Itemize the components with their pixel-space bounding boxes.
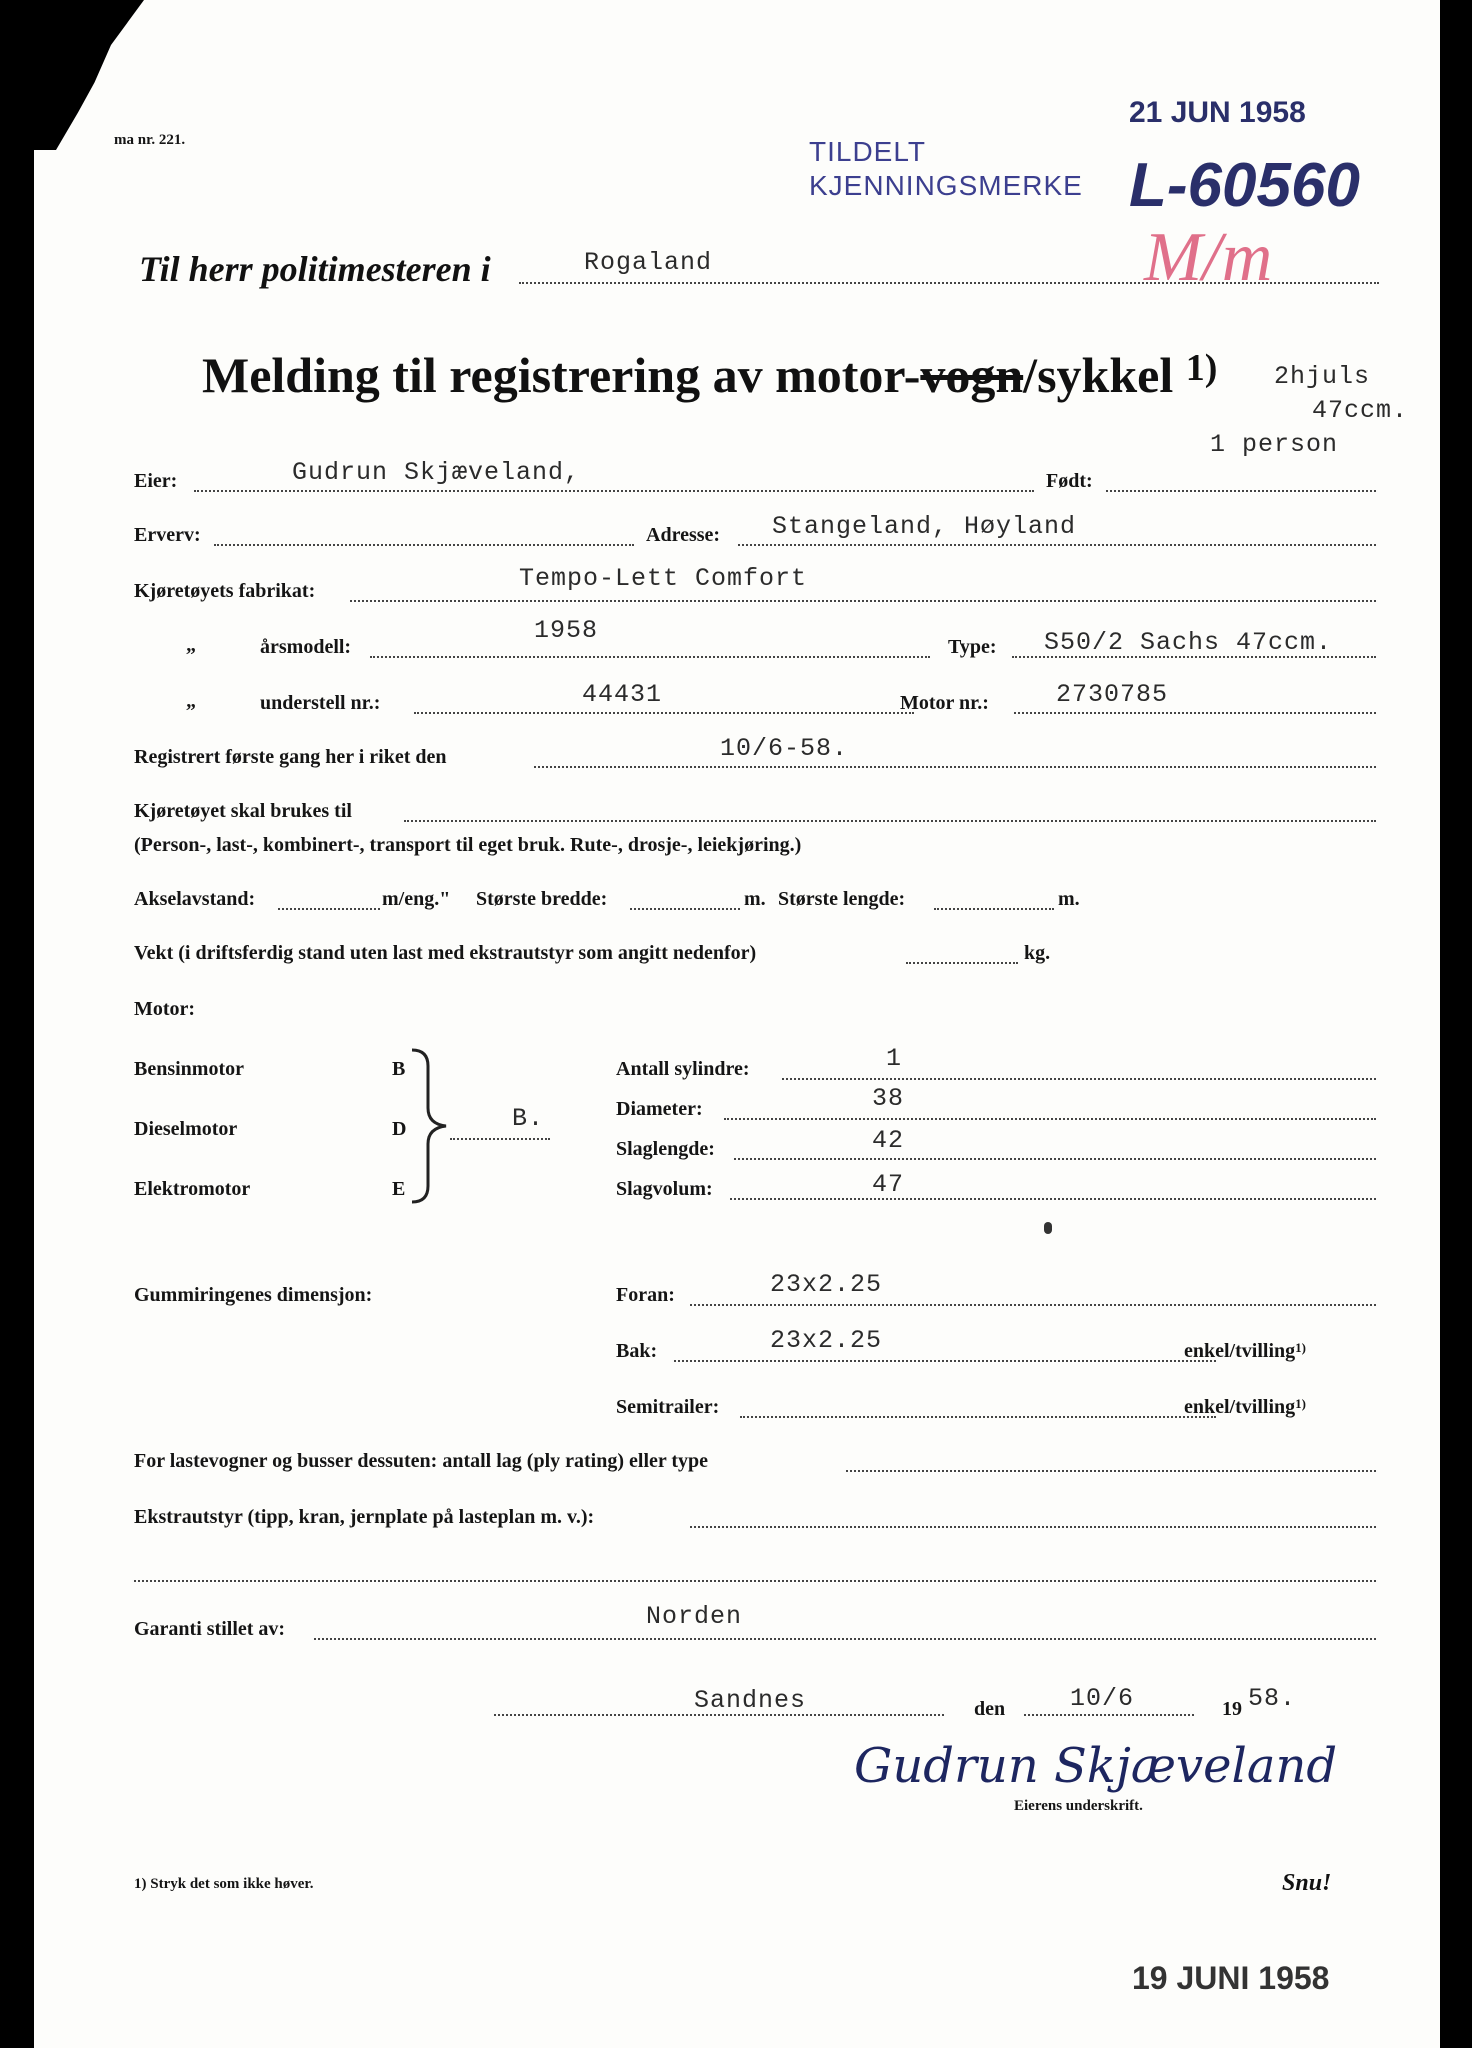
lengde-label: Største lengde: <box>778 888 906 910</box>
semi-footnote-mark: 1) <box>1295 1396 1306 1411</box>
title-tail: /sykkel <box>1023 347 1174 403</box>
ekstra-line <box>690 1526 1376 1528</box>
adresse-line <box>738 544 1376 546</box>
brukes-note: (Person-, last-, kombinert-, transport til eget bruk. Rute-, drosje-, leiekjøring.) <box>134 834 802 856</box>
owner-signature: Gudrun Skjæveland <box>854 1738 1338 1794</box>
motor-type-diesel: Dieselmotor <box>134 1118 238 1140</box>
side-note-1: 2hjuls <box>1274 362 1371 391</box>
spec-slagvolum-line <box>730 1198 1376 1200</box>
eier-label: Eier: <box>134 470 178 492</box>
year-prefix: 19 <box>1222 1698 1242 1720</box>
eier-line <box>194 490 1034 492</box>
spec-slaglengde-label: Slaglengde: <box>616 1138 715 1160</box>
motor-brace <box>406 1046 466 1206</box>
motor-type-bensin: Bensinmotor <box>134 1058 244 1080</box>
form-title <box>202 346 1217 404</box>
lengde-line <box>934 908 1054 910</box>
side-note-2: 47ccm. <box>1312 396 1409 425</box>
garanti-label: Garanti stillet av: <box>134 1618 286 1640</box>
fodt-label: Født: <box>1046 470 1093 492</box>
registrert-value: 10/6-58. <box>720 734 849 763</box>
assigned-stamp-line2: KJENNINGSMERKE <box>809 170 1083 201</box>
arsmodell-label: årsmodell: <box>260 636 352 658</box>
footnote: 1) Stryk det som ikke høver. <box>134 1876 314 1892</box>
signature-caption: Eierens underskrift. <box>1014 1798 1143 1814</box>
spec-diameter-label: Diameter: <box>616 1098 703 1120</box>
bak-suffix-text: enkel/tvilling <box>1184 1340 1296 1362</box>
erverv-label: Erverv: <box>134 524 201 546</box>
lengde-unit: m. <box>1058 888 1080 910</box>
spec-slagvolum-label: Slagvolum: <box>616 1178 713 1200</box>
erverv-line <box>214 544 634 546</box>
foran-value: 23x2.25 <box>770 1270 883 1299</box>
adresse-label: Adresse: <box>646 524 721 546</box>
ply-line <box>846 1470 1376 1472</box>
motor-nr-label: Motor nr.: <box>900 692 989 714</box>
signature-date: 10/6 <box>1070 1684 1135 1713</box>
den-label: den <box>974 1698 1006 1720</box>
year-suffix: 58. <box>1248 1684 1297 1713</box>
ekstra-label: Ekstrautstyr (tipp, kran, jernplate på lasteplan m. v.): <box>134 1506 595 1528</box>
foran-line <box>690 1304 1376 1306</box>
vekt-unit: kg. <box>1024 942 1051 964</box>
arsmodell-value: 1958 <box>534 616 599 645</box>
ditto-mark: „ <box>186 634 196 656</box>
brukes-label: Kjøretøyet skal brukes til <box>134 800 352 822</box>
aksel-unit: m/eng." <box>382 888 451 910</box>
eier-value: Gudrun Skjæveland, <box>292 458 581 487</box>
bak-suffix <box>1184 1340 1306 1363</box>
foran-label: Foran: <box>616 1284 675 1306</box>
signature-place: Sandnes <box>694 1686 807 1715</box>
understell-line <box>414 712 914 714</box>
bredde-line <box>630 908 740 910</box>
motor-code-e: E <box>392 1178 406 1200</box>
ekstra-line-2 <box>134 1580 1376 1582</box>
brukes-line <box>404 820 1376 822</box>
bak-footnote-mark: 1) <box>1295 1340 1306 1355</box>
understell-label: understell nr.: <box>260 692 381 714</box>
garanti-line <box>314 1638 1376 1640</box>
ply-label: For lastevogner og busser dessuten: antall lag (ply rating) eller type <box>134 1450 709 1472</box>
motor-code-b: B <box>392 1058 406 1080</box>
initials-mark: M/m <box>1144 219 1273 296</box>
spec-slaglengde-line <box>734 1158 1376 1160</box>
bak-value: 23x2.25 <box>770 1326 883 1355</box>
addressee-value: Rogaland <box>584 248 713 277</box>
motor-selected-line <box>450 1138 550 1140</box>
tires-heading: Gummiringenes dimensjon: <box>134 1284 373 1306</box>
date-line <box>1024 1714 1194 1716</box>
spec-diameter-line <box>724 1118 1376 1120</box>
understell-value: 44431 <box>582 680 663 709</box>
vekt-label: Vekt (i driftsferdig stand uten last med ekstrautstyr som angitt nedenfor) <box>134 942 757 964</box>
motor-type-elektro: Elektromotor <box>134 1178 251 1200</box>
spec-sylindre-line <box>782 1078 1376 1080</box>
torn-corner <box>34 0 144 150</box>
form-number: ma nr. 221. <box>114 132 186 148</box>
fodt-line <box>1106 490 1376 492</box>
spec-sylindre-value: 1 <box>886 1044 903 1073</box>
aksel-label: Akselavstand: <box>134 888 256 910</box>
semi-suffix-text: enkel/tvilling <box>1184 1396 1296 1418</box>
motor-selected: B. <box>512 1104 545 1133</box>
ditto-mark-2: „ <box>186 690 196 712</box>
received-date-stamp: 21 JUN 1958 <box>1129 96 1306 129</box>
vekt-line <box>906 962 1018 964</box>
spec-sylindre-label: Antall sylindre: <box>616 1058 750 1080</box>
form-page <box>34 0 1440 2048</box>
bak-label: Bak: <box>616 1340 658 1362</box>
motor-nr-line <box>1014 712 1376 714</box>
registrert-line <box>534 766 1376 768</box>
type-label: Type: <box>948 636 997 658</box>
fabrikat-line <box>350 600 1376 602</box>
garanti-value: Norden <box>646 1602 743 1631</box>
title-struck: vogn <box>920 347 1024 403</box>
assigned-stamp-line1: TILDELT <box>809 136 926 167</box>
spec-diameter-value: 38 <box>872 1084 905 1113</box>
title-main: Melding til registrering av motor- <box>202 347 921 403</box>
aksel-line <box>278 908 380 910</box>
title-footnote: 1) <box>1185 347 1218 389</box>
side-note-3: 1 person <box>1210 430 1339 459</box>
spec-slagvolum-value: 47 <box>872 1170 905 1199</box>
fabrikat-value: Tempo-Lett Comfort <box>519 564 808 593</box>
type-value: S50/2 Sachs 47ccm. <box>1044 628 1333 657</box>
semi-label: Semitrailer: <box>616 1396 720 1418</box>
addressee-line <box>519 282 1379 284</box>
bak-line <box>674 1360 1216 1362</box>
semi-suffix <box>1184 1396 1306 1419</box>
bredde-unit: m. <box>744 888 766 910</box>
arsmodell-line <box>370 656 930 658</box>
motor-nr-value: 2730785 <box>1056 680 1169 709</box>
plate-number: L-60560 <box>1129 151 1360 220</box>
semi-line <box>740 1416 1216 1418</box>
ink-spot <box>1044 1222 1052 1234</box>
registrert-label: Registrert første gang her i riket den <box>134 746 447 768</box>
motor-heading: Motor: <box>134 998 196 1020</box>
motor-code-d: D <box>392 1118 407 1140</box>
archive-date-stamp: 19 JUNI 1958 <box>1132 1960 1330 1996</box>
fabrikat-label: Kjøretøyets fabrikat: <box>134 580 316 602</box>
bredde-label: Største bredde: <box>476 888 608 910</box>
spec-slaglengde-value: 42 <box>872 1126 905 1155</box>
addressee-label: Til herr politimesteren i <box>139 249 491 289</box>
turn-over: Snu! <box>1282 1870 1332 1896</box>
adresse-value: Stangeland, Høyland <box>772 512 1077 541</box>
